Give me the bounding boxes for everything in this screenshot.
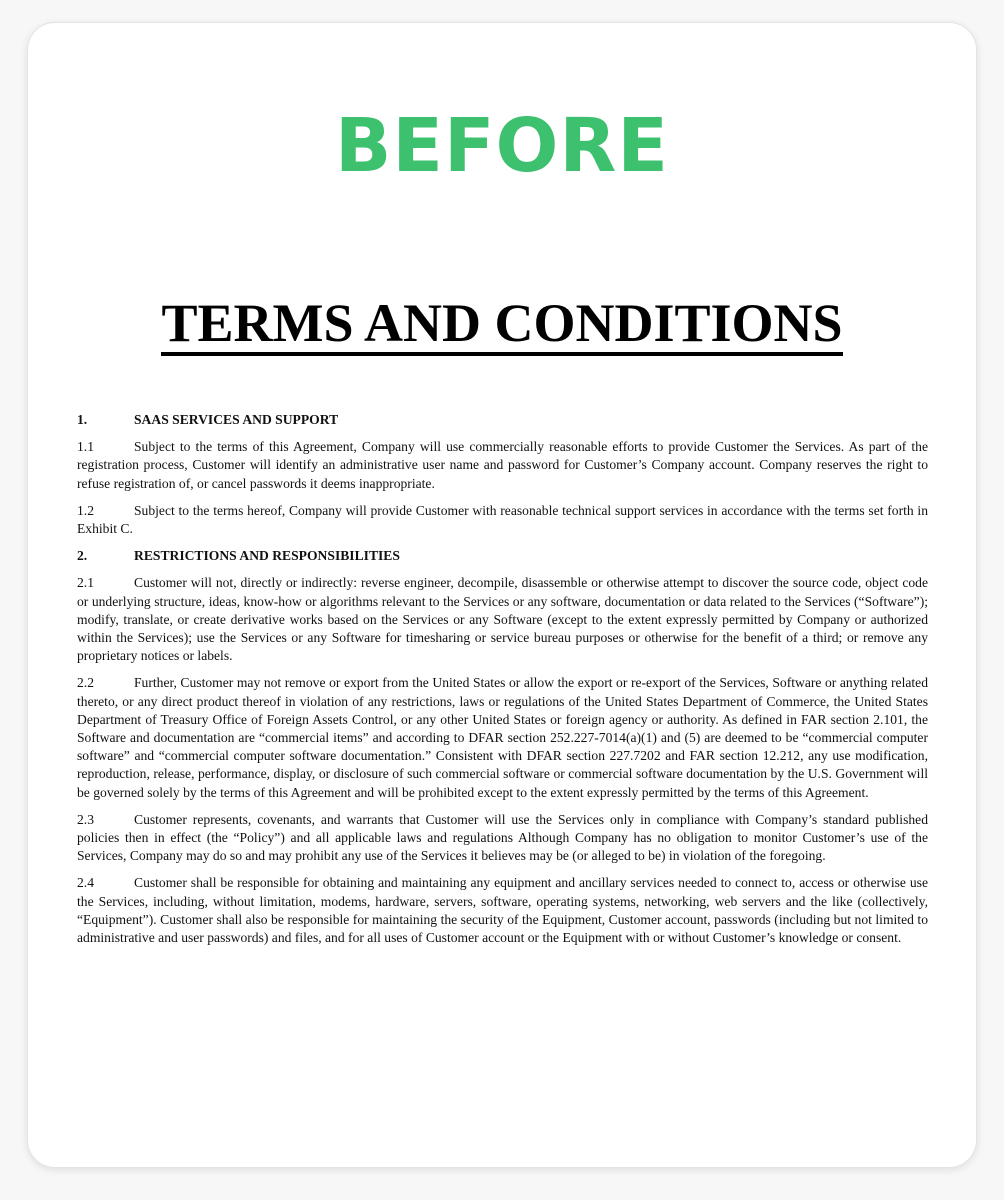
clause-paragraph <box>77 438 928 493</box>
clause-number: 2.4 <box>77 875 94 891</box>
clause-paragraph <box>77 874 928 947</box>
before-label: BEFORE <box>335 103 669 189</box>
clause-text: Customer shall be responsible for obtaining and maintaining any equipment and ancillary services needed to connect to, access or otherwise use the Services, including, without limitation, modems, hardware, servers, software, operating systems, networking, web servers and the like (collectively, “Equipment”). Customer shall also be responsible for maintaining the security of the Equipment, Customer account, passwords (including but not limited to administrative and user passwords) and files, and for all uses of Customer account or the Equipment with or without Customer’s knowledge or consent. <box>77 875 928 946</box>
clause-paragraph <box>77 811 928 866</box>
clause-text: Customer represents, covenants, and warrants that Customer will use the Services only in compliance with Company’s standard published policies then in effect (the “Policy”) and all applicable laws and regulations Although Company has no obligation to monitor Customer’s use of the Services, Company may do so and may prohibit any use of the Services it believes may be (or alleged to be) in violation of the foregoing. <box>77 811 928 864</box>
section-heading <box>77 411 928 429</box>
document-title <box>28 291 976 356</box>
clause-paragraph <box>77 574 928 665</box>
comparison-card <box>27 22 977 1168</box>
clause-text: Subject to the terms of this Agreement, Company will use commercially reasonable efforts to provide Customer the Services. As part of the registration process, Customer will identify an administrative user name and password for Customer’s Company account. Company reserves the right to refuse registration of, or cancel passwords it deems inappropriate. <box>77 439 928 491</box>
document-body <box>77 411 928 956</box>
clause-text: Subject to the terms hereof, Company will provide Customer with reasonable technical support services in accordance with the terms set forth in Exhibit C. <box>77 502 928 537</box>
document-title-text: TERMS AND CONDITIONS <box>161 294 842 356</box>
clause-text: Customer will not, directly or indirectly: reverse engineer, decompile, disassemble or otherwise attempt to discover the source code, object code or underlying structure, ideas, know-how or algorithms relevant to the Services or any software, documentation or data related to the Services (“Software”); modify, translate, or create derivative works based on the Services or any Software (except to the extent expressly permitted by Company or authorized within the Services); use the Services or any Software for timesharing or service bureau purposes or otherwise for the benefit of a third; or remove any proprietary notices or labels. <box>77 575 928 664</box>
clause-paragraph <box>77 674 928 801</box>
section-title: SAAS SERVICES AND SUPPORT <box>134 412 339 427</box>
section-title: RESTRICTIONS AND RESPONSIBILITIES <box>134 548 400 564</box>
section-number: 2. <box>77 548 88 564</box>
clause-number: 2.1 <box>77 575 94 591</box>
clause-paragraph <box>77 502 928 538</box>
clause-number: 2.2 <box>77 675 94 691</box>
clause-number: 2.3 <box>77 811 94 827</box>
section-number: 1. <box>77 412 88 427</box>
section-heading <box>77 547 928 565</box>
clause-number: 1.1 <box>77 439 94 455</box>
clause-text: Further, Customer may not remove or export from the United States or allow the export or re-export of the Services, Software or anything related thereto, or any direct product thereof in violation of any restrictions, laws or regulations of the United States Department of Commerce, the United States Department of Treasury Office of Foreign Assets Control, or any other United States or foreign agency or authority. As defined in FAR section 2.101, the Software and documentation are “commercial items” and according to DFAR section 252.227-7014(a)(1) and (5) are deemed to be “commercial computer software” and “commercial computer software documentation.” Consistent with DFAR section 227.7202 and FAR section 12.212, any use modification, reproduction, release, performance, display, or disclosure of such commercial software or commercial software documentation by the U.S. Government will be governed solely by the terms of this Agreement and will be prohibited except to the extent expressly permitted by the terms of this Agreement. <box>77 675 928 800</box>
clause-number: 1.2 <box>77 502 94 518</box>
